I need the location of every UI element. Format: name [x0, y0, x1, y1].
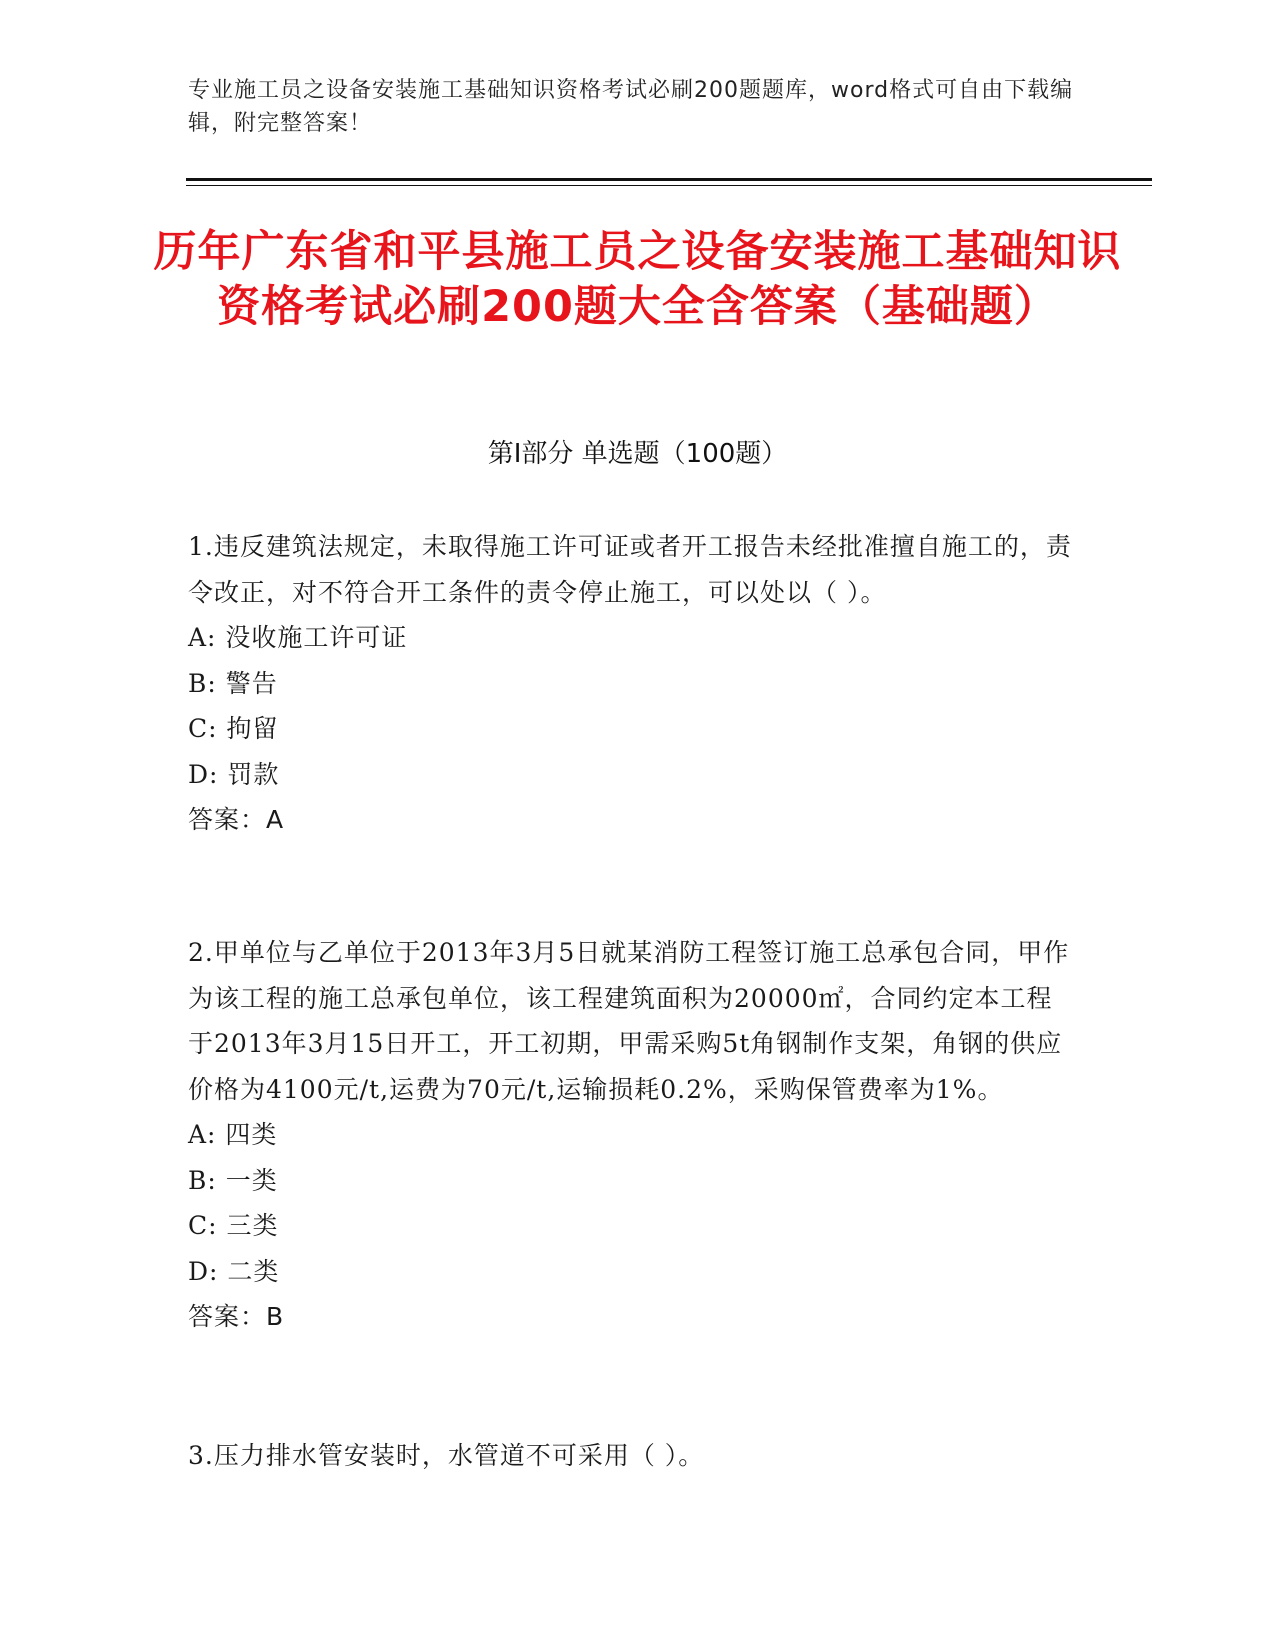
header-rule-thin — [186, 185, 1152, 186]
option-c: C: 拘留 — [188, 714, 279, 743]
option-d: D: 罚款 — [188, 759, 280, 789]
question-stem: 1.违反建筑法规定，未取得施工许可证或者开工报告未经批准擅自施工的，责令改正，对不符合开工条件的责令停止施工，可以处以（ ）。 — [188, 532, 1072, 607]
question-stem: 3.压力排水管安装时，水管道不可采用（ ）。 — [188, 1441, 705, 1470]
option-d: D: 二类 — [188, 1256, 280, 1286]
option-a: A: 四类 — [188, 1120, 278, 1149]
option-a: A: 没收施工许可证 — [188, 623, 408, 652]
document-title: 历年广东省和平县施工员之设备安装施工基础知识资格考试必刷200题大全含答案（基础题） — [153, 227, 1122, 332]
header-note: 专业施工员之设备安装施工基础知识资格考试必刷200题题库，word格式可自由下载编辑，附完整答案！ — [188, 78, 1074, 136]
question-stem: 2.甲单位与乙单位于2013年3月5日就某消防工程签订施工总承包合同，甲作为该工程的施工总承包单位，该工程建筑面积为20000㎡，合同约定本工程于2013年3月15日开工，开工初期，甲需采购5t角钢制作支架，角钢的供应价格为4100元/t,运费为70元/t,运输损耗0.2%，采购保管费率为1%。 — [188, 938, 1070, 1104]
part-heading: 第Ⅰ部分 单选题（100题） — [487, 439, 788, 469]
answer: 答案：B — [188, 1302, 285, 1331]
question-1 — [188, 524, 1078, 843]
question-2 — [188, 930, 1078, 1340]
option-b: B: 警告 — [188, 668, 278, 698]
option-b: B: 一类 — [188, 1165, 278, 1195]
header-rule-thick — [186, 178, 1152, 181]
answer: 答案：A — [188, 805, 285, 834]
question-3 — [188, 1433, 1078, 1479]
option-c: C: 三类 — [188, 1211, 279, 1240]
